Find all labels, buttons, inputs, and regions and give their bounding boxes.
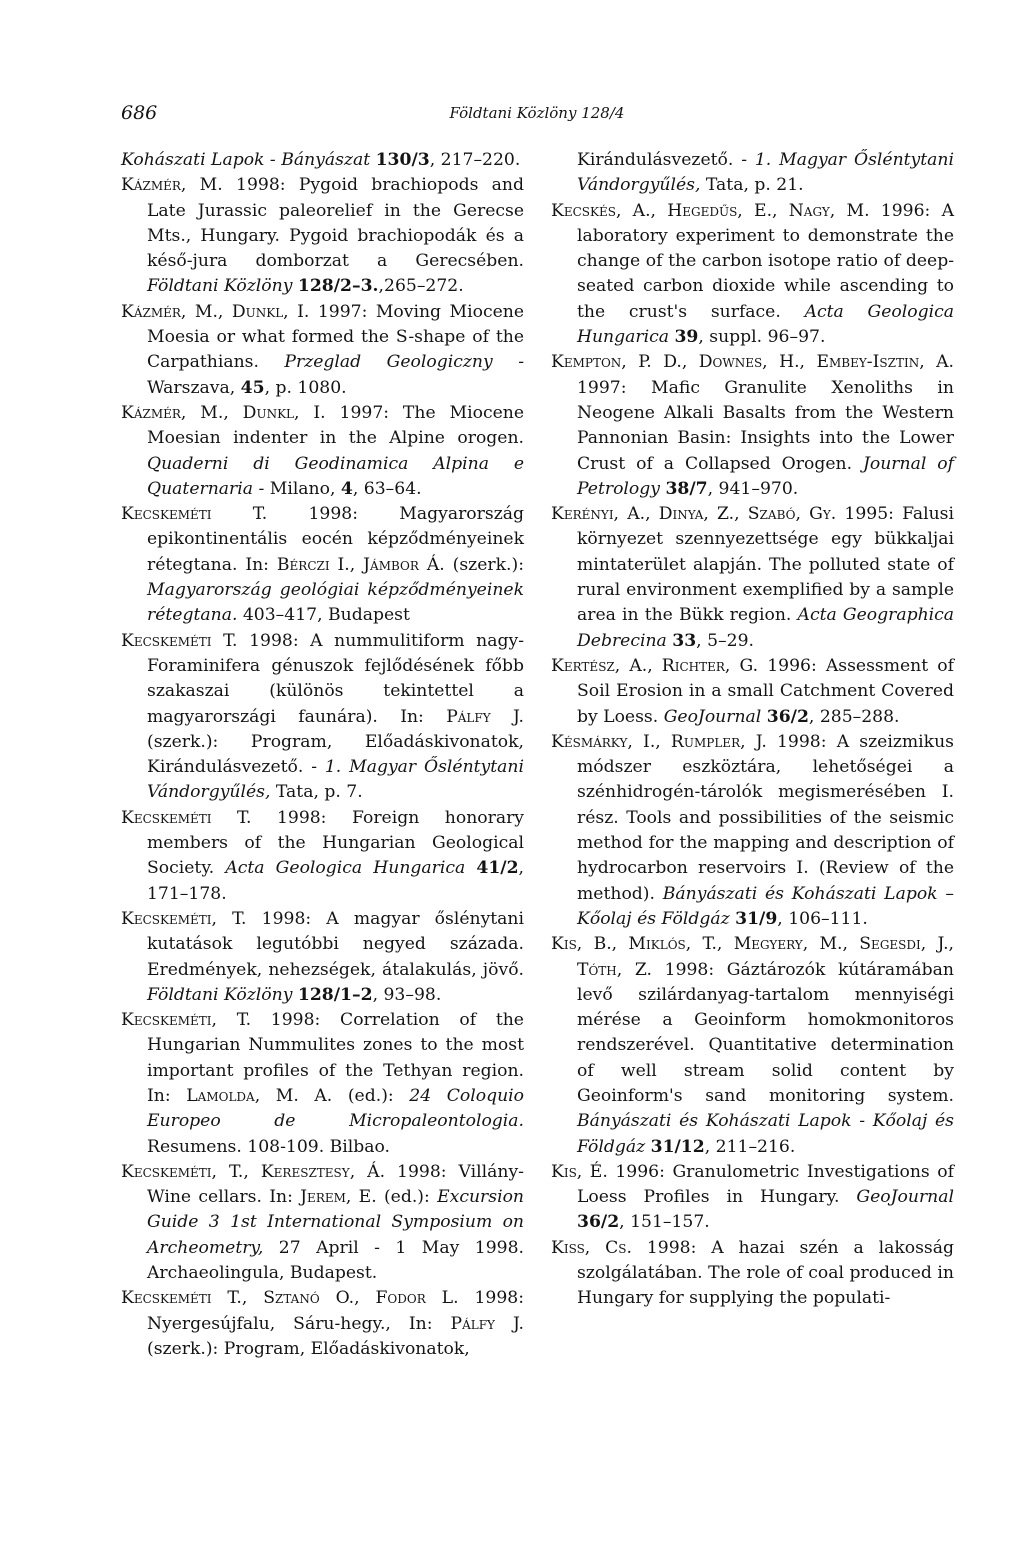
reference-text: 1998: Magyarország epikontinentális eocén képződményeinek rétegtana. In: <box>147 504 524 575</box>
reference-text: Kecskés, A., Hegedűs, E., Nagy, M. <box>551 200 870 221</box>
reference-entry <box>121 401 524 502</box>
reference-text: (szerk.): Program, Előadáskivonatok, <box>147 1338 470 1359</box>
reference-text: Acta Geographica Debrecina <box>577 605 955 651</box>
reference-entry <box>121 907 524 1008</box>
reference-text: 130/3 <box>375 150 430 170</box>
reference-text: , 106–111. <box>777 908 868 929</box>
reference-text: Kázmér, M., Dunkl, I. <box>121 301 310 322</box>
reference-entry <box>121 1008 524 1160</box>
reference-text: Kecskeméti, T., Keresztesy, Á. <box>121 1161 386 1182</box>
reference-text: Kis, B., Miklós, T., Megyery, M., Segesdi, J., Tóth, Z. <box>551 934 954 980</box>
reference-text: Kecskeméti T. <box>121 504 268 525</box>
reference-text: Lamolda, M. A. <box>186 1085 333 1106</box>
reference-text: , 171–178. <box>147 858 525 904</box>
reference-text: 36/2 <box>766 706 809 727</box>
reference-text: Bérczi I., Jámbor Á. <box>276 554 445 575</box>
reference-text: Bányászati és Kohászati Lapok - Kőolaj és Földgáz <box>577 1111 954 1157</box>
reference-text: Pálfy J. <box>446 706 524 727</box>
reference-text: Kertész, A., Richter, G. <box>551 655 759 676</box>
reference-text: Földtani Közlöny <box>147 276 298 297</box>
reference-text: 1998: Nyergesújfalu, Sáru-hegy., In: <box>147 1288 524 1334</box>
reference-text: 1. Magyar Ősléntytani Vándorgyűlés, <box>147 757 524 803</box>
page-number: 686 <box>121 102 158 124</box>
reference-entry <box>551 148 954 199</box>
reference-text: Kohászati Lapok - Bányászat <box>121 150 376 170</box>
reference-text: 1998: A magyar őslénytani kutatások legutóbbi negyed százada. Eredmények, nehezségek, átalakulás, jövő. <box>147 908 524 980</box>
reference-text: (szerk.): Program, Előadáskivonatok, Kirándulásvezető. - <box>147 731 524 778</box>
reference-text: 128/2–3. <box>297 276 379 297</box>
reference-text: , 5–29. <box>696 630 754 651</box>
reference-text: Journal of Petrology <box>577 453 954 499</box>
reference-entry <box>121 502 524 628</box>
right-column <box>551 148 954 1312</box>
reference-text: Kecskeméti, T. <box>121 908 247 929</box>
reference-text: 1998: Foreign honorary members of the Hungarian Geological Society. <box>147 807 525 879</box>
reference-entry <box>121 629 524 806</box>
reference-text: Késmárky, I., Rumpler, J. <box>551 731 767 752</box>
page-header <box>121 102 953 132</box>
reference-text: Jerem, E. <box>300 1187 377 1208</box>
reference-text: - Milano, <box>252 478 341 499</box>
reference-text: GeoJournal <box>856 1187 954 1208</box>
reference-text: 1998: A szeizmikus módszer eszköztára, lehetőségei a szénhidrogén-tárolók megismerésében I. rész. Tools and possibilities of the seismic method for the mapping and description of hydrocarbon reservoirs I. (Review of the method). <box>577 731 954 904</box>
reference-entry <box>121 173 524 299</box>
reference-text: Kecskeméti T. <box>121 807 252 828</box>
reference-text: 27 April - 1 May 1998. Archaeolingula, Budapest. <box>147 1237 524 1284</box>
reference-text: Tata, p. 7. <box>270 782 363 803</box>
reference-text: Kecskeméti T., Sztanó O., Fodor L. <box>121 1288 459 1309</box>
reference-text: , 941–970. <box>707 478 799 499</box>
reference-entry <box>121 148 524 173</box>
reference-text: Quaderni di Geodinamica Alpina e Quaternaria <box>147 453 524 499</box>
reference-text: (szerk.): <box>444 554 524 575</box>
reference-text: 1996: Assessment of Soil Erosion in a small Catchment Covered by Loess. <box>577 655 954 727</box>
reference-entry <box>121 1286 524 1362</box>
reference-text: , 217–220. <box>429 150 521 170</box>
reference-text: , 63–64. <box>352 478 422 499</box>
reference-text: 38/7 <box>665 478 708 499</box>
reference-entry <box>551 199 954 351</box>
reference-text: 1998: Correlation of the Hungarian Nummulites zones to the most important profiles of the Tethyan region. In: <box>147 1010 524 1106</box>
reference-text: 45 <box>240 377 265 398</box>
reference-text: 1995: Falusi környezet szennyezettsége egy bükkaljai mintaterület alapján. The polluted state of rural environment exemplified by a sample area in the Bükk region. <box>577 504 954 626</box>
reference-text: Kázmér, M., Dunkl, I. <box>121 402 326 423</box>
reference-text: Kempton, P. D., Downes, H., Embey-Isztin, A. <box>551 352 954 373</box>
reference-text: 33 <box>672 630 697 651</box>
reference-entry <box>551 1236 954 1312</box>
reference-text: 1998: Villány-Wine cellars. In: <box>147 1161 524 1208</box>
reference-text: 1. Magyar Ősléntytani Vándorgyűlés, <box>577 150 954 196</box>
reference-text: Kis, É. <box>551 1161 608 1182</box>
reference-text: Acta Geologica Hungarica <box>577 301 954 348</box>
reference-text: 403–417, Budapest <box>237 605 410 626</box>
reference-entry <box>551 932 954 1160</box>
reference-text: 1997: The Miocene Moesian indenter in the Alpine orogen. <box>147 402 524 449</box>
reference-entry <box>551 654 954 730</box>
reference-text: 31/9 <box>735 908 778 929</box>
reference-text: 39 <box>674 327 699 348</box>
reference-text: 1998: A hazai szén a lakosság szolgálatában. The role of coal produced in Hungary for supplying the populati- <box>577 1237 954 1309</box>
reference-text: Magyarország geológiai képződményeinek rétegtana. <box>147 580 524 626</box>
reference-text: Bányászati és Kohászati Lapok – Kőolaj és Földgáz <box>577 883 954 929</box>
reference-text: , 93–98. <box>372 984 442 1005</box>
reference-text: 1996: Granulometric Investigations of Loess Profiles in Hungary. <box>577 1161 954 1208</box>
reference-text: 1998: Gáztározók kútáramában levő szilárdanyag-tartalom mennyiségi mérése a Geoinform homokmonitoros rendszerével. Quantitative determination of well stream solid content by Geoinform's sand monitoring system. <box>577 959 954 1106</box>
reference-text: , p. 1080. <box>264 377 347 398</box>
reference-text: Pálfy J. <box>450 1313 524 1334</box>
reference-text: Excursion Guide 3 1st International Symposium on Archeometry, <box>147 1187 524 1258</box>
reference-entry <box>551 502 954 654</box>
reference-text: Kiss, Cs. <box>551 1237 632 1258</box>
reference-text: 41/2 <box>476 858 519 879</box>
reference-text: , 151–157. <box>619 1212 710 1233</box>
reference-entry <box>121 806 524 907</box>
reference-text: 128/1–2 <box>297 984 373 1005</box>
reference-text: ,265–272. <box>378 276 464 297</box>
reference-text: 1997: Mafic Granulite Xenoliths in Neogene Alkali Basalts from the Western Pannonian Basin: Insights into the Lower Crust of a Collapsed Orogen. <box>577 377 954 474</box>
reference-text: Resumens. 108-109. Bilbao. <box>147 1136 391 1157</box>
reference-text: Földtani Közlöny <box>147 984 298 1005</box>
reference-text: 4 <box>340 478 353 499</box>
reference-text: 1998: A nummulitiform nagy-Foraminifera génuszok fejlődésének főbb szakaszai (különös tekintettel a magyarországi faunára). In: <box>147 630 524 727</box>
reference-entry <box>121 1160 524 1286</box>
reference-text: GeoJournal <box>663 706 767 727</box>
reference-text: (ed.): <box>332 1085 410 1106</box>
reference-text: Kirándulásvezető. - <box>577 150 755 170</box>
reference-entry <box>551 1160 954 1236</box>
reference-text: , 285–288. <box>808 706 900 727</box>
reference-entry <box>551 350 954 502</box>
reference-text: Kázmér, M. <box>121 175 223 196</box>
reference-text: Acta Geologica Hungarica <box>225 858 477 879</box>
reference-text: Kecskeméti, T. <box>121 1010 252 1031</box>
reference-text: - Warszava, <box>147 352 525 398</box>
reference-text: Przeglad Geologiczny <box>284 352 493 373</box>
reference-text: 36/2 <box>577 1212 620 1233</box>
left-column <box>121 148 524 1362</box>
reference-text: 24 Coloquio Europeo de Micropaleontologia. <box>147 1085 524 1132</box>
reference-text: 1998: Pygoid brachiopods and Late Jurassic paleorelief in the Gerecse Mts., Hungary. Pygoid brachiopodák és a késő-jura domborzat a Gerecsében. <box>147 175 524 272</box>
reference-text: , 211–216. <box>704 1136 796 1157</box>
reference-text: Tata, p. 21. <box>700 175 804 196</box>
journal-title: Földtani Közlöny 128/4 <box>449 104 625 122</box>
reference-text: Kerényi, A., Dinya, Z., Szabó, Gy. <box>551 504 837 525</box>
reference-entry <box>551 730 954 932</box>
reference-text: 1997: Moving Miocene Moesia or what formed the S-shape of the Carpathians. <box>147 301 524 373</box>
reference-text: 31/12 <box>650 1136 705 1157</box>
reference-text: (ed.): <box>376 1187 438 1208</box>
reference-text: , suppl. 96–97. <box>698 327 826 348</box>
reference-text: 1996: A laboratory experiment to demonstrate the change of the carbon isotope ratio of deep-seated carbon dioxide while ascending to the crust's surface. <box>577 200 954 322</box>
reference-entry <box>121 300 524 401</box>
reference-text: Kecskeméti T. <box>121 630 238 651</box>
